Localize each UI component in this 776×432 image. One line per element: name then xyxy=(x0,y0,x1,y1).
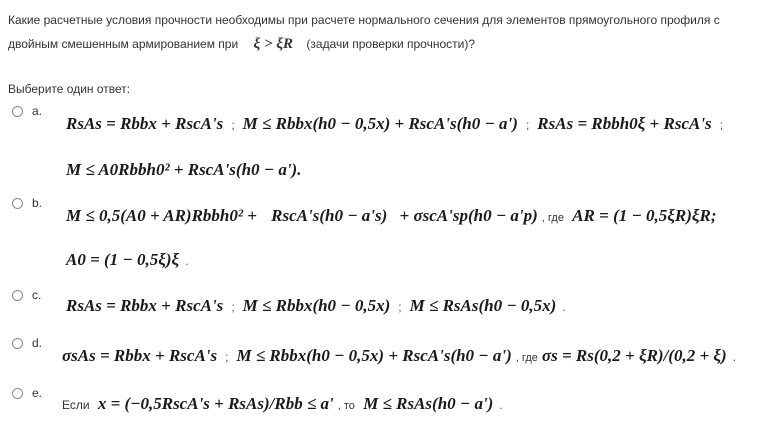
answer-prompt: Выберите один ответ: xyxy=(8,82,131,96)
option-a-separator-2: ; xyxy=(525,118,530,132)
option-d-formula-1: σsAs = Rbbx + RscA's xyxy=(62,346,218,365)
option-e-letter: e. xyxy=(32,386,43,400)
option-b-formula-line-2 xyxy=(66,250,189,270)
option-a-separator-1: ; xyxy=(231,118,235,132)
option-d-formula-line xyxy=(62,346,736,366)
question-line-2-end: (задачи проверки прочности)? xyxy=(306,37,475,51)
option-b-formula-5: A0 = (1 − 0,5ξ)ξ xyxy=(66,250,180,269)
option-d-period: . xyxy=(732,350,737,364)
option-b-radio[interactable] xyxy=(12,198,23,209)
option-d-formula-3: σs = Rs(0,2 + ξR)/(0,2 + ξ) xyxy=(541,346,727,365)
option-b-formula-4: AR = (1 − 0,5ξR)ξR; xyxy=(572,206,717,225)
option-e-radio[interactable] xyxy=(12,388,23,399)
option-d-separator-1: ; xyxy=(225,350,229,364)
option-b-period: . xyxy=(185,254,189,268)
option-b-formula-2: RscA's(h0 − a's) xyxy=(271,206,388,225)
option-e-formula-1: x = (−0,5RscA's + RsAs)/Rbb ≤ a' xyxy=(97,394,334,413)
option-a-formula-3: RsAs = Rbbh0ξ + RscA's xyxy=(537,114,712,133)
option-b-formula-line-1 xyxy=(66,206,717,226)
option-e-formula-line xyxy=(58,394,503,414)
option-e-prefix: Если xyxy=(62,398,90,412)
question-text xyxy=(8,8,768,56)
option-b-formula-3: + σscA'sp(h0 − a'p) xyxy=(399,206,538,225)
option-d-formula-2: M ≤ Rbbx(h0 − 0,5x) + RscA's(h0 − a') xyxy=(236,346,512,365)
option-c-letter: c. xyxy=(32,288,42,302)
option-e-period: . xyxy=(499,398,503,412)
option-d-radio[interactable] xyxy=(12,338,23,349)
question-line-1: Какие расчетные условия прочности необходимы при расчете нормального сечения для элементов прямоугольного профиля с xyxy=(8,13,720,27)
option-a-formula-line-2: M ≤ A0Rbbh0² + RscA's(h0 − a'). xyxy=(66,160,302,179)
option-b-formula-1: M ≤ 0,5(A0 + AR)Rbbh0² + xyxy=(66,206,257,225)
option-a-radio[interactable] xyxy=(12,106,23,117)
option-a-formula-line-1 xyxy=(66,114,731,134)
option-c-radio[interactable] xyxy=(12,290,23,301)
option-e-note: , то xyxy=(337,400,355,412)
option-a-formula-1: RsAs = Rbbx + RscA's xyxy=(66,114,224,133)
option-b-note: , где xyxy=(541,212,564,224)
option-d-note: , где xyxy=(515,352,538,364)
option-c-separator-1: ; xyxy=(231,300,235,314)
option-a-letter: a. xyxy=(32,104,43,118)
option-d-letter: d. xyxy=(32,336,43,350)
option-c-formula-line xyxy=(66,296,566,316)
question-line-2-start: двойным смешенным армированием при xyxy=(8,37,239,51)
option-a-formula-2: M ≤ Rbbx(h0 − 0,5x) + RscA's(h0 − a') xyxy=(242,114,518,133)
option-c-period: . xyxy=(562,300,566,314)
option-c-separator-2: ; xyxy=(398,300,402,314)
question-formula: ξ > ξR xyxy=(253,36,294,52)
option-a-separator-3: ; xyxy=(719,118,724,132)
option-e-formula-2: M ≤ RsAs(h0 − a') xyxy=(363,394,494,413)
option-b-letter: b. xyxy=(32,196,43,210)
option-c-formula-1: RsAs = Rbbx + RscA's xyxy=(66,296,224,315)
question-line-2 xyxy=(8,32,768,56)
option-c-formula-2: M ≤ Rbbx(h0 − 0,5x) xyxy=(242,296,391,315)
option-c-formula-3: M ≤ RsAs(h0 − 0,5x) xyxy=(409,296,557,315)
